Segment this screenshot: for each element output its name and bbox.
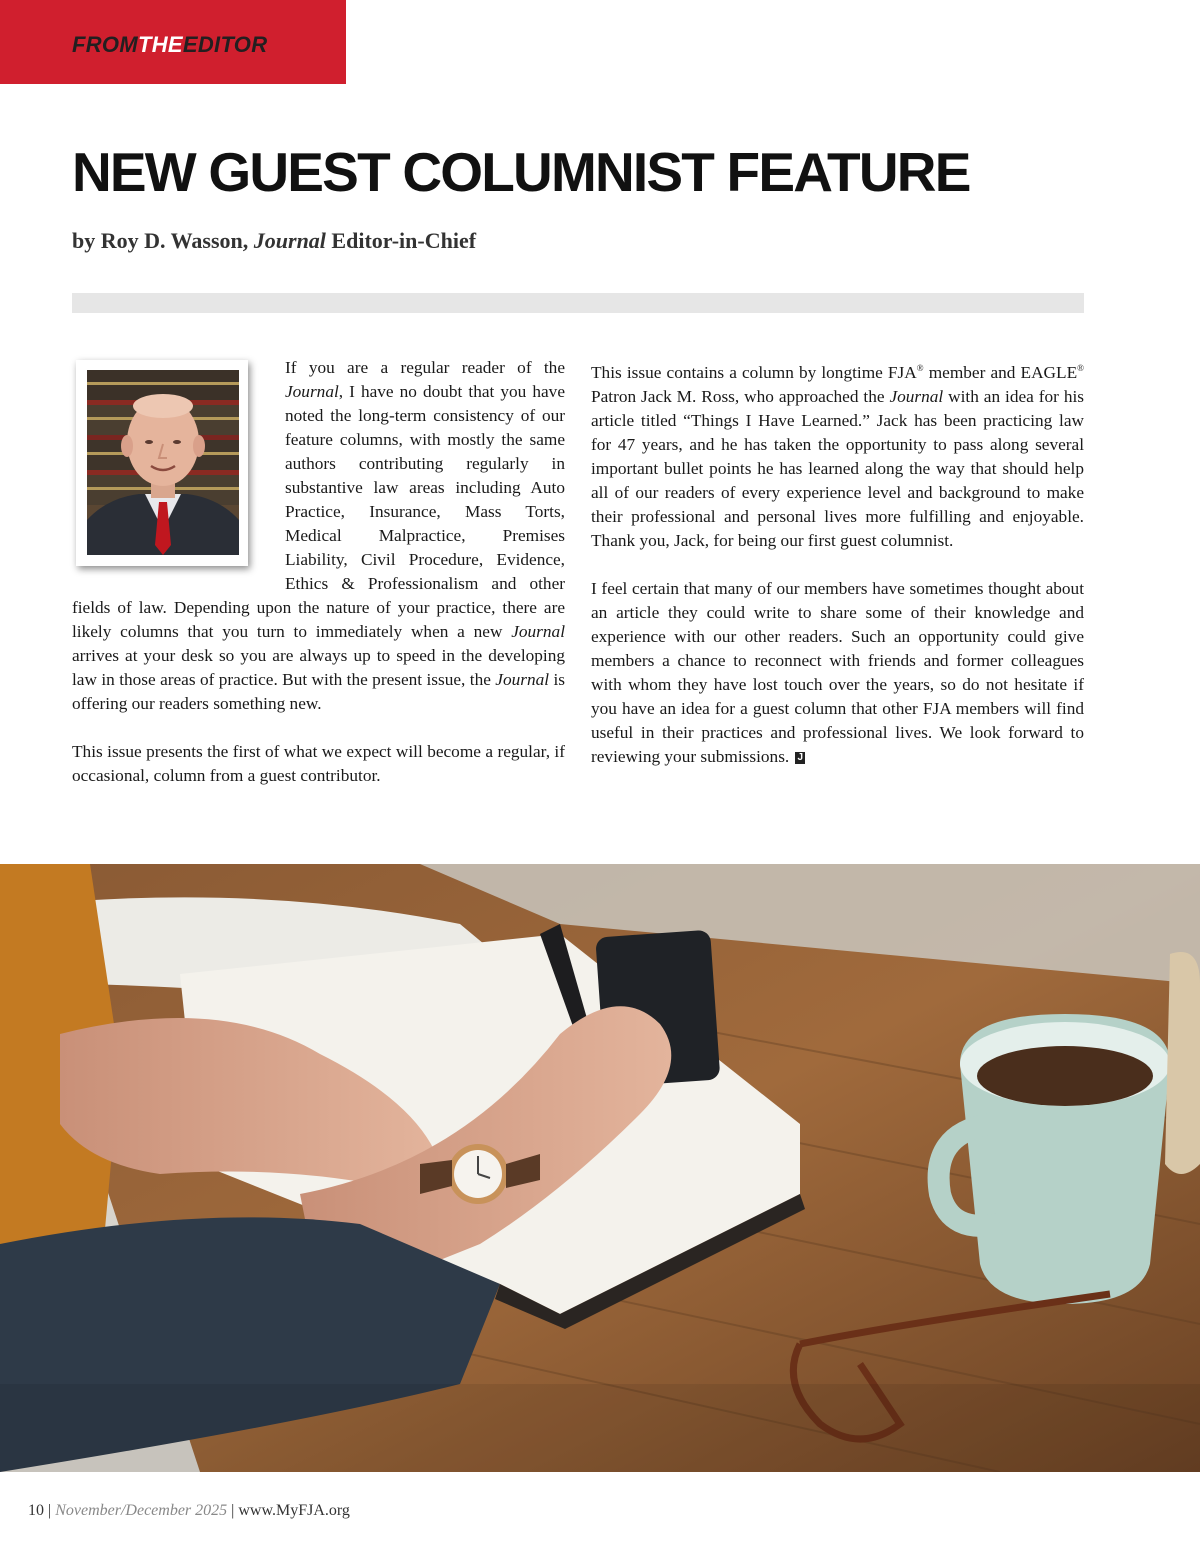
article-column-left xyxy=(72,356,565,812)
issue-date: November/December 2025 xyxy=(55,1502,228,1519)
article-byline xyxy=(72,228,476,254)
footer-separator: | xyxy=(44,1502,56,1519)
journal-italic: Journal xyxy=(285,382,339,401)
text-run: with an idea for his article titled “Things I Have Learned.” Jack has been practicing law for 47 years, and he has taken the opportunity to pass along several important bullet points he has learned along the way that should help all of our readers of every experience level and background to make their professional and personal lives more fulfilling and enjoyable. Thank you, Jack, for being our first guest columnist. xyxy=(591,386,1084,550)
page-number: 10 xyxy=(28,1502,44,1519)
page-footer xyxy=(28,1502,350,1520)
text-run: This issue contains a column by longtime FJA xyxy=(591,362,917,382)
text-run: arrives at your desk so you are always up to speed in the developing law in those areas of practice. But with the present issue, the xyxy=(72,646,565,689)
text-run: member and EAGLE xyxy=(923,362,1078,382)
column-right-paragraph-1 xyxy=(591,356,1084,553)
byline-journal: Journal xyxy=(253,228,326,253)
text-run: Patron Jack M. Ross, who approached the xyxy=(591,386,890,406)
column-left-paragraph-2: This issue presents the first of what we expect will become a regular, if occasional, column from a guest contributor. xyxy=(72,742,565,785)
text-run: I feel certain that many of our members have sometimes thought about an article they could write to share some of their knowledge and experience with our other readers. Such an opportunity could give members a chance to reconnect with friends and former colleagues with whom they have lost touch over the years, so do not hesitate if you have an idea for a guest column that other FJA members will find useful in their practices and professional lives. We look forward to reviewing your submissions. xyxy=(591,578,1084,766)
registered-mark: ® xyxy=(916,363,924,373)
article-headline: NEW GUEST COLUMNIST FEATURE xyxy=(72,141,970,203)
journal-italic: Journal xyxy=(511,622,565,641)
text-run: , I have no doubt that you have noted the long-term consistency of our feature columns, with mostly the same authors contributing regularly in substantive law areas including Auto Practice, Insurance, Mass Torts, Medical Malpractice, Premises Liability, Civil Procedure, Evidence, Ethics & Professionalism and other fields of law. Depending upon the nature of your practice, there are likely columns that you turn to immediately when a new xyxy=(72,382,565,641)
byline-author: by Roy D. Wasson, xyxy=(72,228,254,253)
section-label-from: FROM xyxy=(72,32,138,57)
byline-title: Editor-in-Chief xyxy=(325,228,477,253)
section-label-the: THE xyxy=(137,32,183,57)
divider-bar xyxy=(72,293,1084,313)
website-url: www.MyFJA.org xyxy=(238,1502,350,1519)
footer-separator: | xyxy=(227,1502,239,1519)
registered-mark: ® xyxy=(1077,363,1084,373)
column-right-paragraph-2 xyxy=(591,577,1084,769)
article-column-right xyxy=(591,356,1084,793)
journal-italic: Journal xyxy=(495,670,550,689)
desk-writing-photo xyxy=(0,864,1200,1472)
section-label-editor: EDITOR xyxy=(182,32,268,57)
photo-wrap-space xyxy=(72,356,285,596)
journal-italic: Journal xyxy=(889,386,944,406)
text-run: If you are a regular reader of the xyxy=(285,358,565,377)
end-of-article-icon: J xyxy=(795,752,805,764)
text-run: is offering our readers something new. xyxy=(72,670,565,713)
section-label xyxy=(72,32,267,58)
section-tab xyxy=(0,0,346,84)
